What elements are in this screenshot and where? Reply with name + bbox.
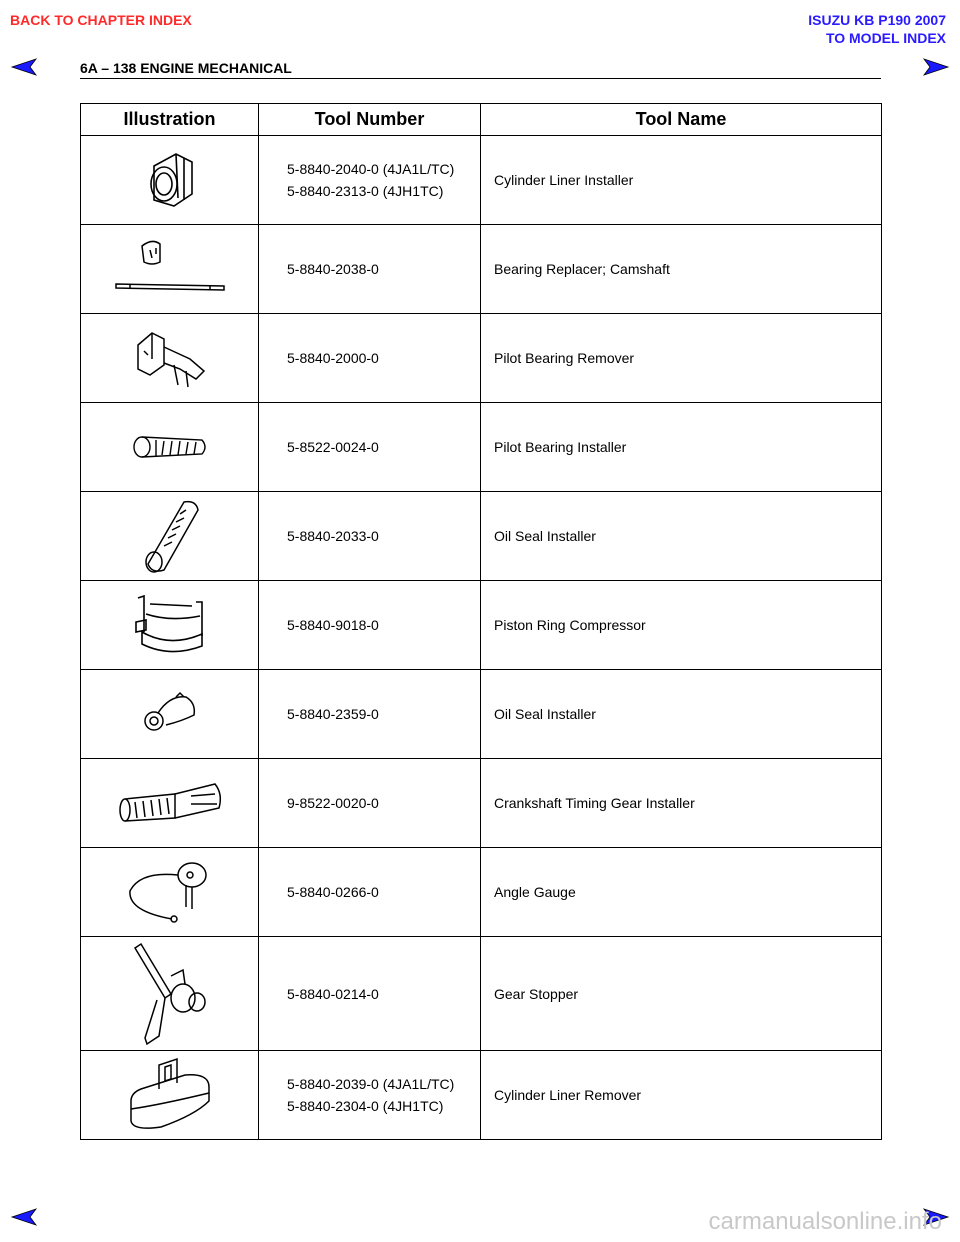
illustration-column-header: Illustration [81,104,259,136]
tool-number-cell [259,314,481,403]
table-row [81,581,882,670]
illustration-cell [81,670,259,759]
back-to-chapter-index-link[interactable]: BACK TO CHAPTER INDEX [10,12,192,28]
tool-number: 5-8840-2039-0 (4JA1L/TC) [287,1076,455,1092]
table-row [81,492,882,581]
to-model-index-link[interactable]: TO MODEL INDEX [825,30,946,46]
tool-number-cell [259,581,481,670]
table-row [81,403,882,492]
tool-number-cell [259,136,481,225]
pilot-bearing-remover-icon [130,325,210,391]
cylinder-liner-installer-icon [140,148,200,212]
tool-number: 5-8840-2304-0 (4JH1TC) [287,1098,444,1114]
tool-number-cell [259,1051,481,1140]
tool-name: Cylinder Liner Remover [481,1051,882,1140]
illustration-cell [81,759,259,848]
tool-number: 5-8840-2033-0 [287,528,379,544]
tool-name-column-header: Tool Name [481,104,882,136]
table-row [81,937,882,1051]
illustration-cell [81,1051,259,1140]
tool-number: 5-8840-2313-0 (4JH1TC) [287,183,444,199]
table-row [81,1051,882,1140]
illustration-cell [81,937,259,1051]
tool-number: 5-8840-2040-0 (4JA1L/TC) [287,161,455,177]
cylinder-liner-remover-icon [125,1057,215,1133]
previous-page-arrow-bottom-icon[interactable] [10,1208,38,1226]
tool-number: 5-8840-2038-0 [287,261,379,277]
tool-name: Pilot Bearing Installer [481,403,882,492]
tool-name: Oil Seal Installer [481,492,882,581]
timing-gear-installer-icon [115,780,225,826]
tool-name: Bearing Replacer; Camshaft [481,225,882,314]
illustration-cell [81,848,259,937]
model-title-link[interactable]: ISUZU KB P190 2007 [808,12,946,28]
tool-name: Gear Stopper [481,937,882,1051]
table-row [81,759,882,848]
tool-number: 5-8840-9018-0 [287,617,379,633]
tool-number: 9-8522-0020-0 [287,795,379,811]
piston-ring-compressor-icon [130,592,210,658]
gear-stopper-icon [125,940,215,1048]
tool-name: Angle Gauge [481,848,882,937]
tool-number-cell [259,937,481,1051]
special-tools-table [80,103,882,1140]
page-header: 6A – 138 ENGINE MECHANICAL [80,60,292,76]
table-header-row [81,104,882,136]
header-divider [80,78,881,79]
tool-number-cell [259,759,481,848]
tool-name: Oil Seal Installer [481,670,882,759]
camshaft-bearing-replacer-icon [110,234,230,304]
illustration-cell [81,492,259,581]
watermark: carmanualsonline.info [708,1208,942,1235]
illustration-cell [81,314,259,403]
tool-name: Piston Ring Compressor [481,581,882,670]
illustration-cell [81,403,259,492]
pilot-bearing-installer-icon [130,432,210,462]
table-row [81,848,882,937]
angle-gauge-icon [120,857,220,927]
table-row [81,136,882,225]
table-row [81,225,882,314]
tool-number-column-header: Tool Number [259,104,481,136]
tool-number: 5-8840-2000-0 [287,350,379,366]
tool-name: Pilot Bearing Remover [481,314,882,403]
tool-number: 5-8840-2359-0 [287,706,379,722]
tool-number-cell [259,670,481,759]
tool-number-cell [259,403,481,492]
previous-page-arrow-icon[interactable] [10,58,38,76]
tool-name: Crankshaft Timing Gear Installer [481,759,882,848]
tool-number-cell [259,492,481,581]
tool-number: 5-8840-0266-0 [287,884,379,900]
tool-number: 5-8522-0024-0 [287,439,379,455]
illustration-cell [81,581,259,670]
table-row [81,670,882,759]
oil-seal-installer-small-icon [140,691,200,737]
tool-name: Cylinder Liner Installer [481,136,882,225]
oil-seal-installer-icon [130,496,210,576]
tool-number-cell [259,225,481,314]
next-page-arrow-icon[interactable] [922,58,950,76]
table-row [81,314,882,403]
tool-number-cell [259,848,481,937]
tool-number: 5-8840-0214-0 [287,985,379,1002]
illustration-cell [81,136,259,225]
illustration-cell [81,225,259,314]
